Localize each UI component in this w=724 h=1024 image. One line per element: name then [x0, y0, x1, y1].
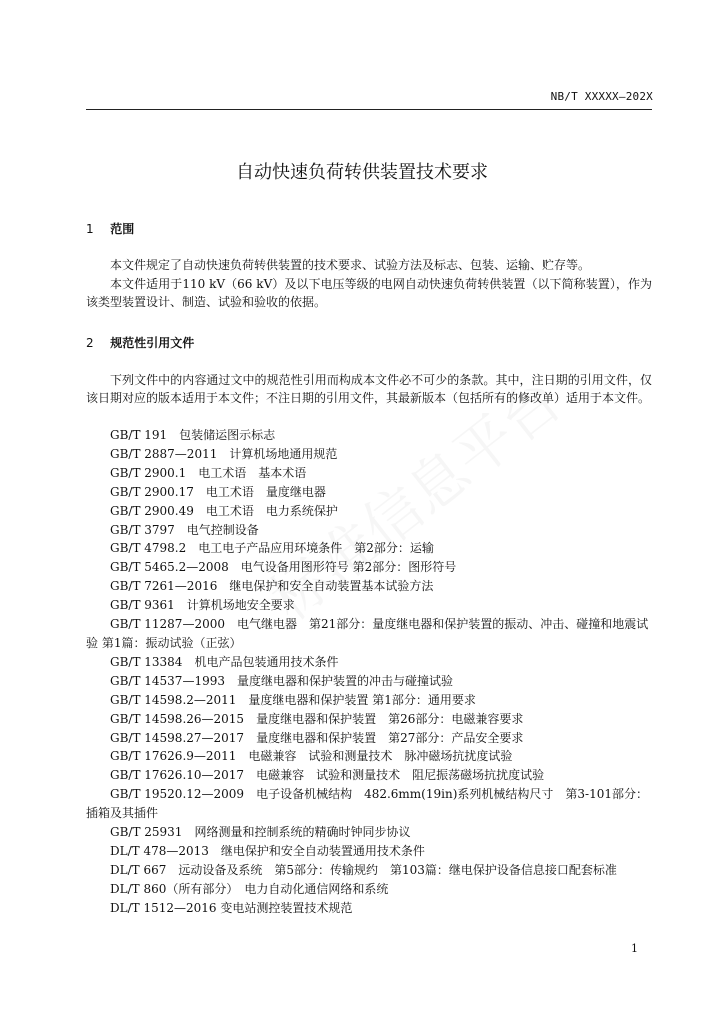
reference-item: DL/T 860（所有部分） 电力自动化通信网络和系统 — [110, 881, 389, 896]
scope-paragraph-2: 本文件适用于110 kV（66 kV）及以下电压等级的电网自动快速负荷转供装置（以下简称装置），作为该类型装置设计、制造、试验和验收的依据。 — [86, 277, 652, 309]
section-title: 范围 — [110, 222, 135, 236]
reference-item: DL/T 1512—2016 变电站测控装置技术规范 — [110, 900, 353, 915]
reference-item: GB/T 3797 电气控制设备 — [110, 522, 259, 537]
reference-item: GB/T 25931 网络测量和控制系统的精确时钟同步协议 — [110, 825, 411, 840]
standard-code: NB/T XXXXX—202X — [550, 90, 653, 103]
references-intro-paragraph: 下列文件中的内容通过文中的规范性引用而构成本文件必不可少的条款。其中，注日期的引用文件，仅该日期对应的版本适用于本文件；不注日期的引用文件，其最新版本（包括所有的修改单）适用于本文件。 — [86, 373, 652, 405]
section-number: 1 — [86, 222, 94, 236]
page-number: 1 — [631, 942, 638, 955]
scope-paragraph-1: 本文件规定了自动快速负荷转供装置的技术要求、试验方法及标志、包装、运输、贮存等。 — [110, 258, 591, 272]
reference-item: GB/T 17626.10—2017 电磁兼容 试验和测量技术 阻尼振荡磁场抗扰度试验 — [110, 768, 545, 783]
reference-item: GB/T 2900.49 电工术语 电力系统保护 — [110, 503, 338, 518]
reference-item: GB/T 13384 机电产品包装通用技术条件 — [110, 654, 339, 669]
reference-item: GB/T 11287—2000 电气继电器 第21部分：量度继电器和保护装置的振动、冲击、碰撞和地震试验 第1篇：振动试验（正弦） — [86, 617, 649, 650]
header-divider — [86, 109, 652, 110]
reference-item: GB/T 7261—2016 继电保护和安全自动装置基本试验方法 — [110, 579, 434, 594]
reference-item: GB/T 2887—2011 计算机场地通用规范 — [110, 446, 338, 461]
reference-item: DL/T 667 远动设备及系统 第5部分：传输规约 第103篇：继电保护设备信息接口配套标准 — [110, 862, 617, 877]
reference-item: GB/T 2900.1 电工术语 基本术语 — [110, 465, 307, 480]
reference-item: DL/T 478—2013 继电保护和安全自动装置通用技术条件 — [110, 843, 425, 858]
reference-item: GB/T 9361 计算机场地安全要求 — [110, 598, 295, 613]
section-heading-scope — [86, 220, 134, 237]
reference-item: GB/T 14598.2—2011 量度继电器和保护装置 第1部分：通用要求 — [110, 692, 476, 707]
reference-list — [86, 426, 652, 918]
reference-item: GB/T 191 包装储运图示标志 — [110, 428, 276, 442]
section-heading-normative-references — [86, 334, 194, 351]
section-title: 规范性引用文件 — [110, 336, 195, 350]
reference-item: GB/T 17626.9—2011 电磁兼容 试验和测量技术 脉冲磁场抗扰度试验 — [110, 749, 513, 764]
reference-item: GB/T 19520.12—2009 电子设备机械结构 482.6mm(19in)系列机械结构尺寸 第3-101部分：插箱及其插件 — [86, 787, 648, 821]
reference-item: GB/T 14598.26—2015 量度继电器和保护装置 第26部分：电磁兼容要求 — [110, 711, 524, 726]
reference-item: GB/T 14598.27—2017 量度继电器和保护装置 第27部分：产品安全要求 — [110, 730, 524, 745]
document-title: 自动快速负荷转供装置技术要求 — [236, 162, 488, 183]
reference-item: GB/T 5465.2—2008 电气设备用图形符号 第2部分：图形符号 — [110, 560, 457, 575]
reference-item: GB/T 2900.17 电工术语 量度继电器 — [110, 484, 326, 499]
section-number: 2 — [86, 336, 94, 350]
reference-item: GB/T 4798.2 电工电子产品应用环境条件 第2部分：运输 — [110, 541, 434, 556]
reference-item: GB/T 14537—1993 量度继电器和保护装置的冲击与碰撞试验 — [110, 673, 453, 688]
